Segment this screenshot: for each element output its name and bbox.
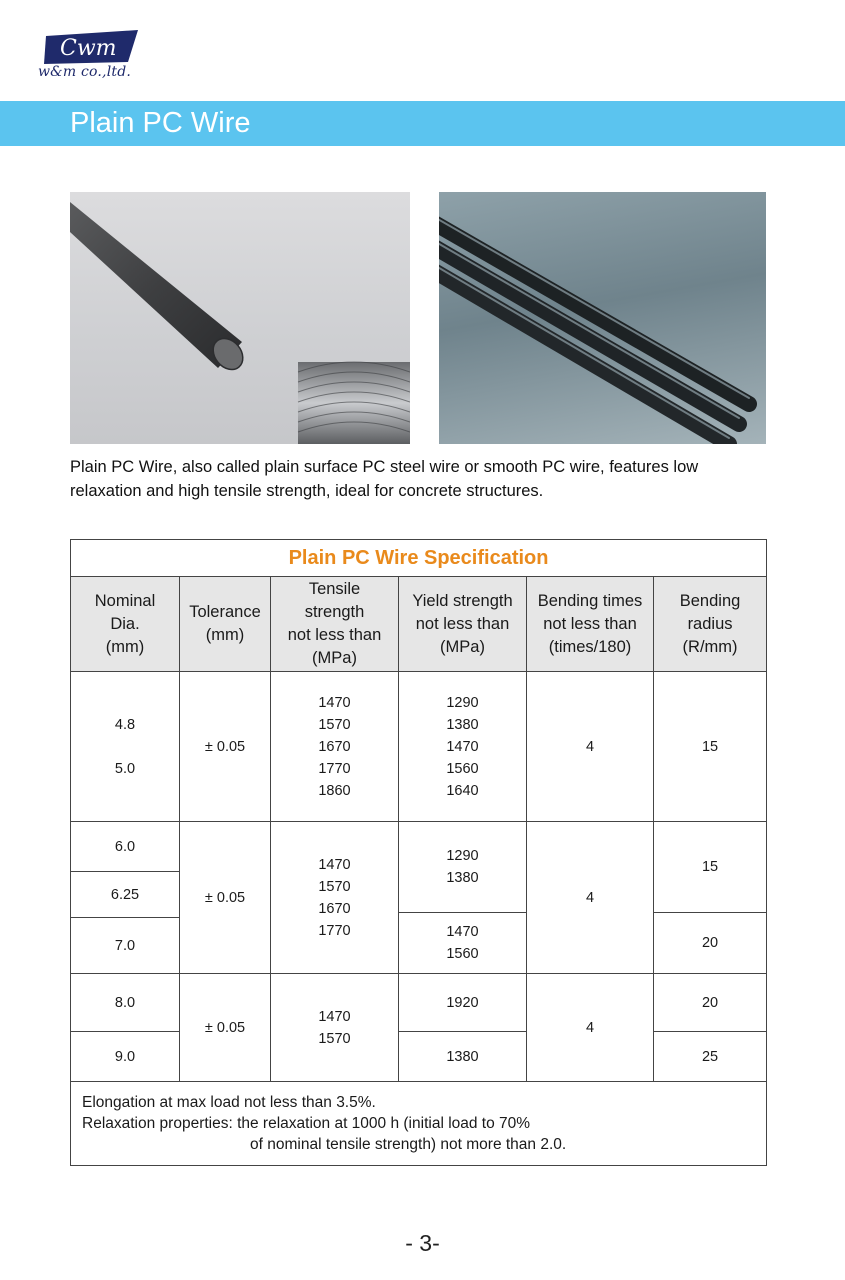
g2-yield-b-cell: 1470 1560 <box>399 913 527 974</box>
g2-tolerance-cell: ± 0.05 <box>180 822 271 974</box>
page-number: - 3- <box>405 1230 440 1256</box>
g2-radius-a-cell: 15 <box>654 822 767 913</box>
g2-yield-a-cell: 1290 1380 <box>399 822 527 913</box>
g2-bending-times-cell: 4 <box>527 822 654 974</box>
table-footnote <box>71 1082 767 1166</box>
header-tensile-strength: Tensile strength not less than (MPa) <box>271 577 399 672</box>
g1-yield-cell: 1290 1380 1470 1560 1640 <box>399 672 527 822</box>
footnote-elongation: Elongation at max load not less than 3.5%. <box>82 1094 376 1111</box>
page-title: Plain PC Wire <box>70 107 251 139</box>
g1-tensile-cell: 1470 1570 1670 1770 1860 <box>271 672 399 822</box>
logo-mark <box>42 28 142 66</box>
parallel-wires-photo <box>439 192 766 444</box>
g3-radius-b-cell: 25 <box>654 1032 767 1082</box>
logo-mark-text: Cwm <box>60 36 117 61</box>
table-title: Plain PC Wire Specification <box>71 540 767 577</box>
g1-dia-cell: 4.8 5.0 <box>71 672 180 822</box>
g1-bending-times-cell: 4 <box>527 672 654 822</box>
g3-radius-a-cell: 20 <box>654 974 767 1032</box>
g2-dia-6-0: 6.0 <box>71 822 180 872</box>
g1-bending-radius-cell: 15 <box>654 672 767 822</box>
wire-rod-photo <box>70 192 410 444</box>
header-bending-times: Bending times not less than (times/180) <box>527 577 654 672</box>
g3-bending-times-cell: 4 <box>527 974 654 1082</box>
g2-tensile-cell: 1470 1570 1670 1770 <box>271 822 399 974</box>
g3-dia-9-0: 9.0 <box>71 1032 180 1082</box>
g3-yield-a-cell: 1920 <box>399 974 527 1032</box>
footnote-relaxation: Relaxation properties: the relaxation at 1000 h (initial load to 70% <box>82 1115 531 1132</box>
g2-dia-6-25: 6.25 <box>71 872 180 918</box>
header-nominal-dia: Nominal Dia. (mm) <box>71 577 180 672</box>
header-yield-strength: Yield strength not less than (MPa) <box>399 577 527 672</box>
header-bending-radius: Bending radius (R/mm) <box>654 577 767 672</box>
g3-tensile-cell: 1470 1570 <box>271 974 399 1082</box>
g2-radius-b-cell: 20 <box>654 913 767 974</box>
product-description: Plain PC Wire, also called plain surface PC steel wire or smooth PC wire, features low relaxation and high tensile strength, ideal for concrete structures. <box>70 458 699 500</box>
footnote-relaxation-cont: of nominal tensile strength) not more than 2.0. <box>250 1136 567 1153</box>
g2-dia-7-0: 7.0 <box>71 918 180 974</box>
g3-tolerance-cell: ± 0.05 <box>180 974 271 1082</box>
g3-yield-b-cell: 1380 <box>399 1032 527 1082</box>
spec-table <box>70 539 767 1166</box>
logo-subtext: w&m co.,ltd. <box>38 64 132 80</box>
company-logo <box>36 22 144 84</box>
g3-dia-8-0: 8.0 <box>71 974 180 1032</box>
g1-tolerance-cell: ± 0.05 <box>180 672 271 822</box>
title-band <box>0 101 845 146</box>
header-tolerance: Tolerance (mm) <box>180 577 271 672</box>
